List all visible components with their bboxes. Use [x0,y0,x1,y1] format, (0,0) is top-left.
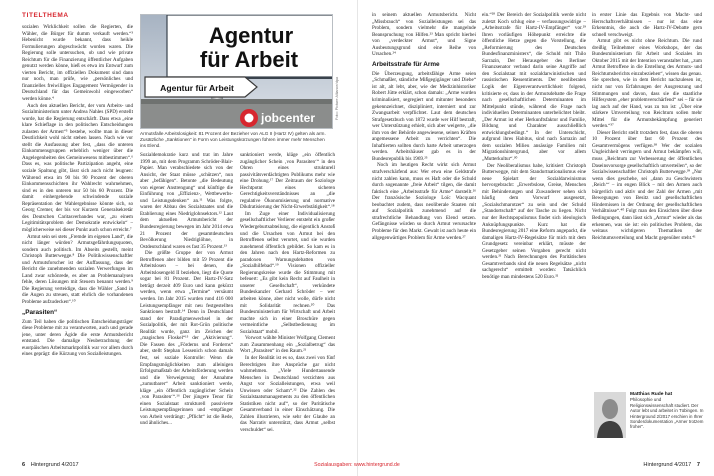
footer-left-text: Hintergrund 4/2017 [30,462,79,468]
subheading: „Parasiten“ [22,308,58,316]
column-3 [240,152,335,460]
paragraph: Vorwort wählte Minister Wolfgang Clement zum Zusammenhang ein „Sozialbetrug“ das Wort „Parasiten“ in den Raum.²¹ [240,335,335,355]
paragraph: Sozialdemokratie kurz und trat im Jahre 1999 an, mit dem Programm Schröder-Blair-Papier. Man verabschiedete sich von der Ansicht, der Staat müsse „schützen“, nun aber „befähigen“. Betonte „die Bedeutung von eigener Anstrengung“ und künftige die Einführung von „Effizienz-, Wettbewerbs- und Leistungsdenken“ an.¹¹ Was folgte, waren der Abbau des Sozialstaates und die Etablierung eines Niedriglohnsektors.¹² Laut dem aktuellen Armutsbericht der Bundesregierung bewegen im Jahr 2014 etwa 21 Prozent der gesamtdeutschen Bevölkerung Niedriglöhne, in Ostdeutschland waren es fast 35 Prozent.¹³ [140,152,233,250]
paragraph: sozialen Wirklichkeit sollen die Regierten, die Wähler, die Bürger für dumm verkauft werden.“³ Hebenicht wurde bekannt, dass heikle Formulierungen abgeschwächt worden waren. Die Regierung solle untersuchen, ob und wie private Reichtum für die Finanzierung öffentlicher Aufgaben genutzt werden könne, hieß es etwa im Entwurf zum vierten Bericht, im offiziellen Dokument sind dann nur noch, man prüfe, wie „persönliches und finanzielles freiwilliges Engagement Vermögender in Deutschland für das Gemeinwohl eingeworben“ werden könne.⁴ [22,24,133,103]
page-number-right: 7 [696,462,700,468]
paragraph: Im Zuge einer Individualisierung gesellschaftlicher Verlierer entsteht ein großer Wiedergeburtsabteilung, die eigentlich Anstoß und die Ursachen von Armut bei den Betroffenen selbst verortet, und sie wurden zunehmend öffentlich gebildet. So kam es in den Jahren nach den Hartz-Reformen zu paradoxen Warnungsdebatten von „Sozialhilfebad“.¹⁹ Visionen offizieller Regierungskreise wurde die Stimmung mit befeuert: „Es gibt kein Recht auf Faulheit in unserer Gesellschaft“, verkündete Bundeskanzler Gerhard Schröder – wer arbeiten könne, aber nicht wolle, dürfe nicht mit Solidarität rechnen.²⁰ Das Bundesministerium für Wirtschaft und Arbeit machte sich in einer Broschüre gegen vermeintliche „Selbstbedienung im Sozialstaat“ mobil. [240,210,335,335]
section-rubric: TITELTHEMA [22,12,69,19]
arrow-sign-text: Agentur für Arbeit [160,83,234,93]
footer-right-text: Hintergrund 4/2017 [643,462,692,468]
subheading: Arbeitsstrafe für Arme [372,60,440,68]
sign-big-text-2: für Arbeit [199,47,299,72]
paragraph: Der Neoliberalismus habe, kritisiert Christoph Butterwegge, mit dem Standortnationalismus eine neue Spielart der Sozialdarwinismus hervorgebracht: „Erwerbslose, Greise, Menschen mit Behinderungen und Zuwanderer sehen sich häufig dem Vorwurf ausgesetzt, „Sozialschmarotzer“ zu sein und der Schuld „Standortschaft“ auf der Tasche zu liegen. Nicht nur der Rechtspopulismus findet sich ideologisch Anknüpfungspunkte. Kurz hat die Bundesregierung 2017 eine Reform angepackt, die damaligen Hartz-IV-Regelsätze für mich mit dem Grundgesetz vereinbar erklärt, müsste der Gesetzgeber seinen Vorgaben gerecht nicht werden.³¹ Nach Berechnungen des Paritätischen Gesamtverbands sind die neuen Regelsätze „nicht sachgerecht“ ermittelt worden: Tatsächlich benötige man mindestens 520 Euro.³² [482,162,586,280]
paragraph: Die Überzeugung, arbeitsfähige Arme seien „Schmaßler, ständiche Mißgegigänger und Diebe“ ist alt, alt lebt, aber, wie der Medizinhistoriker Robert Jütte erklärt, schon damals: „Arme wurden kriminalisiert, segregiert und mitunter besonders gekennzeichnet, diszipliniert, interniert und zur Zwangsarbeit verpflichtet. Laut dem deutschen Strafgesetzbuch von 1872 wurde wer Hilf bestraft, wer Unterstützung erhielt, sich aber weigerte, „die ihm von der Behörde angewiesene, seinen Kräften angemessene Arbeit zu verrichten“. Die Inhaftierten sollten durch harte Arbeit umerzogen werden. Arbeitshäuser gab es in der Bundesrepublik bis 1969.²⁵ [372,70,476,162]
photo-credit: Foto: Picture Alliance/dpa [335,76,339,120]
author-bio [630,392,704,430]
paragraph: Dieser Bericht stellt trotzdem fest, dass die oberen 10 Prozent über fast 60 Prozent des Gesamtvermögens verfügen.³⁸ Wer der sozialen Ungleichheit verringern und Armut bekämpfen will, muss „Reichtum zur Verbesserung der öffentlichen Daseinsvorsorge gesellschaftlich umverteilen“, so der Sozialwissenschaftler Christoph Butterwegge.³⁹ „Nur wenn dies geschehe, sei „dann zu Geschwistern ‚Reich‘“ – im engen Blick – mit den Armen auch bürgerlich und aktiv und der Zahl der Armen „mit Bewegungen von Besitz und gesellschaftlichen Hindernissen in der Ordnung der gesellschaftlichen Verhältnisse“.⁴⁰ Folgt man den Einsichten über diese Bedingungen, dann lässt sich „Armut“ wieder als das erkennen, was sie ist: ein politisches Problem, das weitaus wichtigeren Thematiken der Reichtumsverteilung und Macht gegenüber steht.⁴¹ [592,129,702,241]
column-5 [482,12,586,460]
column-4 [372,12,476,460]
paragraph: in seinem aktuellen Armutsbericht. Nicht „Missbrauch“ von Sozialleistungen sei das Problem, sondern vielmehr die mangelnde Beanspruchung von Hilfen.²³ Man spricht hierbei von „verdeckter Armut“, und Signe Ausbeutungsgrund sind eine Reihe von Ursachen.²⁴ [372,12,476,58]
right-page [357,0,714,476]
paragraph: Auch den aktuellen Bericht, der vom Arbeits- und Sozialministerium unter Andrea Nahles (SPD) erstellt wurde, hat die Regierung entschärft. Dass etwa „eine klare Schieflage in den politischen Entscheidungen zulasten der Armen“⁵ bestehe, wollte man in dieser Deutlichkeit wohl nicht stehen lassen. Nach wie vor stellt die Ausfassung aber fest, „dass die unteren Einkommensgruppen erheblich weniger über die Angelegenheiten des Gemeinwesens mitbestimmen“.⁶ Dass es, was politische Partizipation angeht, eine soziale Spaltung gibt, lässt sich auch nicht leugnen: Während etwa im 90 bis 90 Prozent der oberen Einkommensschichten ihr Wahlrecht wahrnehmen, sind es in den unteren nur 50 bis 60 Prozent. Die damit einhergehende schwindende soziale Repräsentation der Wahlergebnisse könnte sich, so Georg Cremer, der bis vor Kurzem Generalsekretär des Deutschen Caritasverbandes war, „zu einem Legitimitätsproblem der Demokratie entwickeln“ – möglicherweise sei dieser Punkt auch schon erreicht.⁷ [22,102,133,233]
column-1 [22,24,133,460]
paragraph: Armut gibt es nicht ohne Reichtum. Die rund dreißig Teilnehmer eines Workshops, der das Bundesministerium für Arbeit und Soziales im Oktober 2015 mit der Intention veranstaltet hat, „zum Armut Betroffene in die Erstellung des Armuts- und Reichtumsberichts einzubeziehen“, wissen das genau. Sie sprechen, wie in dem Bericht nachzulesen ist, nicht nur von Erfahrungen der Ausgrenzung und Stimmungen und davon, dass sie die staatliche Hilfesystem „eher problemverschärfend“ sei – für sie lag auch auf der Hand, was zu tun ist: „Über eine stärkere Umverteilung von Reichtum sollen mehr Mittel für die Armutsbekämpfung generiert werden.“³⁷ [592,38,702,130]
paragraph: in erster Linie das Ergebnis von Macht- und Herrschaftsverhältnissen – nur ist das eine Erkenntnis, die auch die Hartz-IV-Debatte gern schnell verschweigt. [592,12,702,38]
footer-center: Sozialausgaben: www.hintergrund.de [314,462,400,468]
paragraph: Zum Teil haben die politischen Entscheidungsträger diese Probleme mit zu verantworten, auch und gerade jene, unter deren Ägide die erste Armutsbericht entstand. Die damalige Neubetrachtung der euorpäischen Arbeitsmarktpolitik war vor allem durch eines geprägt: die Kürzung von Sozialleistungen. [22,318,133,358]
paragraph: sanktioniert werde, kläge „ein öffentlich zugänglicher Schein ‚von Parasiten‘“ in den Ohren eines strukturell passivitätsverdächtigten Publikums mehr wie eine Drohung.¹⁷ Der Zeitraum der Soziologe Hechtpotnt eines sicheren Gerechtigkeitsverständnisses an „die regulative Ökonomisierung und normative Dikdratisierung der Nicht-Erwerbstätigkeit“.¹⁸ [240,152,335,211]
sign-big-text-1: Agentur [208,23,294,48]
author-photo [594,392,626,438]
photo-caption: Armutsfalle Arbeitslosigkeit: 81 Prozent der Bezieher von ALG II (Hartz IV) gelten als arm. Zusätzliche „Sanktionen“ in Form von Leistungskürzungen führen immer mehr Menschen ins Elend. [140,131,326,148]
job-agency-sign-illustration [141,15,333,129]
paragraph: Die größte Gruppe der von Armut Betroffenen aber bilden mit 59 Prozent die Arbeitslosen – bei denen, die Arbeitslosengeld II beziehen, liegt die Quote sogar bei 81 Prozent. Der Hartz-IV-Satz beträgt derzeit 409 Euro und kann gekürzt werden, wenn etwa „Termine“ versäumt werden. Im Jahr 2015 wurden rund 416 000 Leistungsempfänger mit neu festgestellten Sanktionen bestraft.¹⁴ Denn in Deutschland stand der Paradigmenwechsel in der Sozialpolitik, der mit Rot-Grün politische Realität wurde, ganz im Zeichen der „magischen Floskel“¹⁵ der „Aktivierung“. Die Fassen des „Förderns und Forderns“ aber, stellt Stephan Lessenich schon damals fest, sei soziale Kontrolle: Wenn die Empfangsmöglichkeiten zum alleinigen Erfolgsmaßstab der Arbeitsförderung werden und die Verweigerung der Annahme „zumutbarer“ Arbeit sanktioniert werde, kläge „ein öffentlich zugänglicher Schein ‚von Parasiten‘“.¹⁶ Der jüngere Tenor für einen Sozialstaat strukturell passivierte Leistungsempfängerinnen und -empfänger von Arbeit verdrängt: „Pflicht“ ist die Rede, und ähnliches... [140,250,233,427]
author-name: Matthias Rude hat [630,392,673,397]
paragraph: ein.“²⁸ Der Bereich der Sozialpolitik werde nicht zuletzt Koch schlug eine – verfassungswidrige – „Arbeitsstrafe für Hartz-IV-Empfänger“ vor.²⁹ Ihren vorläufigen Höhepunkt erreichte die öffentliche Hetze gegen die Vorstellung, die „Reformierung des Deutschen Bundesfinanzministers“, die Schuld mit Thilo Sarrazin, Der Herausgeber des Berliner Finanzsenator verband darin seine Angriffe auf den Sozialstaat mit sozialdarwinistischen und rassistischen Ressentiments. Der neoliberalen Logik der Eigenverantwortlichkeit folgend, kritisierte er, dass in der Armutsdebatte die Frage nach gesellschaftlichen Determinanten im Mittelpunkt stünde, während die Frage nach individuellen Determinanten unterbelichtet bleibt. „Der Armut ist eher Herkunftsfaktor und Familie, Bildung und Charakter ausschließlich entwicklungsbedingt.“ In der Unterschicht, aufgrund ihres Habitus, sind nach Sarrazin auf dem sozialen Milieu ansässige Familien mit Migrationshintergrund, aber vor allem „Mutterkultur“.³⁰ [482,12,586,163]
page-number-left: 6 [22,462,26,468]
column-2 [140,152,233,460]
paragraph: In der Realität ist es so, dass zwei von fünf Berechtigten ihre Ansprüche gar nicht wahrnehmen. „Viele Hundertausende Menschen in Deutschland verzichten aus Angst vor Sozialleistungen, etwa weil Unwissen oder Scham“.²² Die Zahlen des Sozialstaatsmanagements zu den öffentlichen Statistiken nicht auf“, so der Paritätische Gesamtverband in einer Einschätzung. Die Zahlen illustrieren, wie sehr der Glaube an das Narrativ unterstützt, dass Armut „selbst verschuldet“ sei. [240,354,335,433]
paragraph: Armut sein sei stets „Fremde im eigenen Land“, die nicht länger würden? Armutsgefährdungsquoten, sondern auch politisch. Im Abseits gestellt, meint Christoph Butterwegge.⁸ Die Politikwissenschaftler und Armutsforscher ist der Auffassung, dass der Bericht die zunehmenden sozialen Verwerfungen im Land zwar schönrede, es aber an Problemanalysen fehle, deren Lösungen mit Steuern benannt werden.⁹ Die Regierung verteidige, dass die Wähler „Sand in die Augen zu streuen, statt ehrlich die vorhandenen Probleme aufzudecken“.¹⁰ [22,233,133,305]
author-bio-text: Philosophie und Religionswissenschaft studiert. Der Autor lebt und arbeitet in Tübingen. In Hinterground 2/2017 erschien in Ihrer Sonderdokumentation „Armer trotzem froher“. [630,397,704,430]
column-7 [592,12,702,386]
jobcenter-logo-text: jobcenter [261,111,316,125]
article-photo [140,14,333,129]
paragraph: Noch im heutigen Recht wirkt sich Armut strafverschärfend aus: Wer etwa eine Geldstrafe nicht zahlen kann, muss es Haft oder die Schuld durch sogenannte „freie Arbeit“ tilgen, die damit faktisch eine „Arbeitsstrafe für Arme“ darstellt.²⁶ Der französische Soziologe Loïc Wacquant beobachtet zudem, dass neoliberale Staaten mit auf Sozialpolitik zunehmend auf die strafrechtliche Behandlung von Elend setzen. Gefängnisse würden so durch Armut verursachte Probleme für den Markt. Gewalt ist auch heute ein allgegenwärtiges Problem für Arme werden.²⁷ [372,162,476,241]
